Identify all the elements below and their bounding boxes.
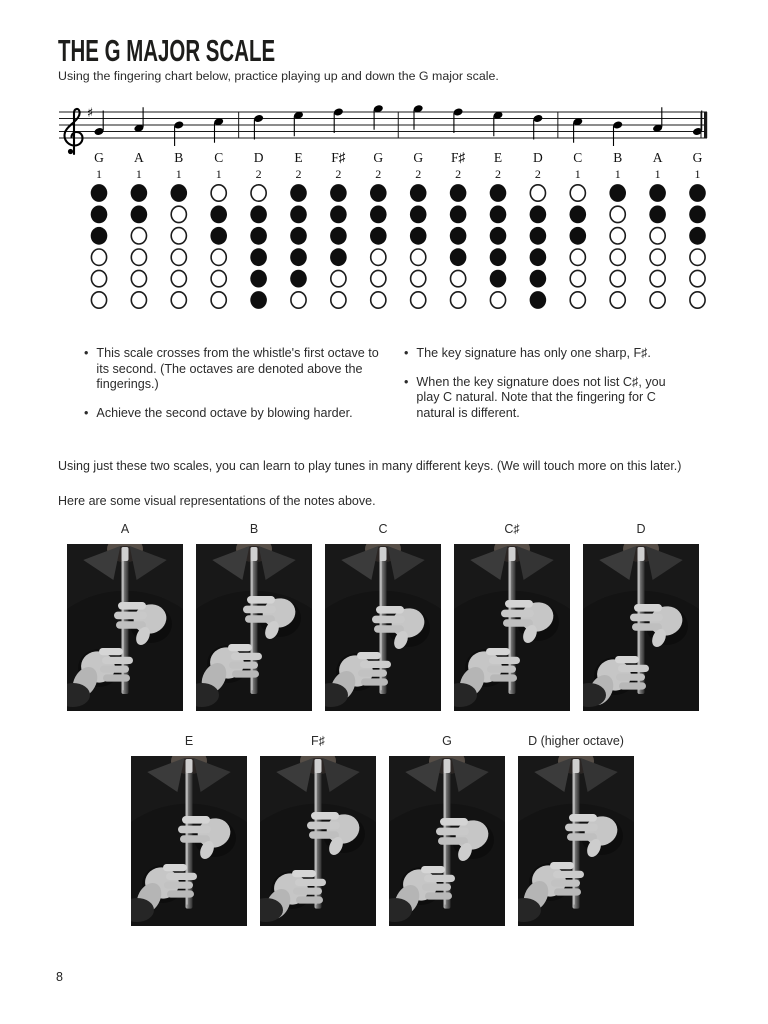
hole-open xyxy=(371,292,386,308)
fingering-column xyxy=(330,184,347,308)
hole-open xyxy=(490,292,505,308)
whistle-mouthpiece xyxy=(186,759,193,773)
hole-filled xyxy=(530,291,547,309)
hole-open xyxy=(650,292,665,308)
note-name-label: G xyxy=(94,150,104,165)
hole-filled xyxy=(530,206,547,224)
hole-open xyxy=(91,249,106,265)
octave-number: 2 xyxy=(375,167,382,181)
hole-filled xyxy=(530,270,547,288)
hole-open xyxy=(251,185,266,201)
octave-number: 1 xyxy=(96,167,102,181)
octave-number: 1 xyxy=(215,167,222,181)
octave-number: 2 xyxy=(534,167,541,181)
hand-position-photo xyxy=(583,544,699,711)
staff-and-fingering-chart xyxy=(54,104,714,316)
hole-open xyxy=(570,292,585,308)
hole-open xyxy=(211,292,226,308)
octave-number: 2 xyxy=(335,167,342,181)
whistle-mouthpiece xyxy=(122,547,129,561)
whistle-mouthpiece xyxy=(315,759,322,773)
note-name-label: D xyxy=(253,150,264,165)
note-name-label: G xyxy=(692,150,703,165)
hole-filled xyxy=(689,184,706,202)
hand-position-photo xyxy=(325,544,441,711)
hole-filled xyxy=(530,248,547,266)
page-number: 8 xyxy=(56,970,63,984)
hole-open xyxy=(610,270,625,286)
note-name-label: C xyxy=(573,150,583,165)
hole-open xyxy=(331,292,346,308)
hole-open xyxy=(411,249,426,265)
hole-filled xyxy=(490,227,507,245)
photo-cell xyxy=(389,733,505,926)
note-name-label: A xyxy=(134,150,144,165)
hole-open xyxy=(131,270,146,286)
hand-position-photo xyxy=(67,544,183,711)
octave-number: 2 xyxy=(295,167,302,181)
hole-filled xyxy=(450,248,467,266)
whistle-mouthpiece xyxy=(444,759,451,773)
hole-open xyxy=(171,270,186,286)
fingering-column xyxy=(131,184,148,308)
hole-open xyxy=(131,249,146,265)
bullet-glyph: • xyxy=(84,346,89,360)
octave-number: 1 xyxy=(654,167,661,181)
hole-filled xyxy=(290,206,307,224)
hand-position-photo xyxy=(454,544,570,711)
hole-filled xyxy=(370,227,387,245)
photo-note-label: F♯ xyxy=(311,734,325,748)
bullet-item xyxy=(84,346,382,393)
hole-filled xyxy=(410,184,427,202)
hole-filled xyxy=(290,270,307,288)
hole-filled xyxy=(250,270,267,288)
fingering-column xyxy=(570,185,587,308)
photo-note-label: B xyxy=(249,522,259,536)
hole-open xyxy=(171,228,186,244)
hole-filled xyxy=(91,227,108,245)
octave-number: 1 xyxy=(574,167,581,181)
note-name-label: F♯ xyxy=(331,150,346,165)
hole-open xyxy=(131,228,146,244)
note xyxy=(572,117,583,143)
hole-open xyxy=(570,185,585,201)
hole-open xyxy=(411,270,426,286)
fingering-column xyxy=(689,184,706,308)
fingering-column xyxy=(290,184,307,308)
hand-position-photo xyxy=(389,756,505,926)
hole-filled xyxy=(649,206,666,224)
note-name-label: G xyxy=(413,150,424,165)
hole-filled xyxy=(370,184,387,202)
hole-open xyxy=(610,249,625,265)
hole-filled xyxy=(410,206,427,224)
note-name-label: B xyxy=(174,150,184,165)
hole-open xyxy=(690,292,705,308)
hole-filled xyxy=(330,248,347,266)
fingering-column xyxy=(450,184,467,308)
hole-filled xyxy=(570,206,587,224)
note xyxy=(533,114,544,140)
key-signature-sharp: ♯ xyxy=(86,106,94,121)
note-name-label: A xyxy=(652,150,663,165)
hole-filled xyxy=(91,184,108,202)
hole-filled xyxy=(370,206,387,224)
photo-row-1 xyxy=(67,521,699,711)
hole-filled xyxy=(250,248,267,266)
fingering-column xyxy=(649,184,666,308)
note xyxy=(173,120,184,146)
fingering-column xyxy=(490,184,507,308)
whistle-mouthpiece xyxy=(638,547,645,561)
bullet-item xyxy=(404,346,676,362)
photo-cell xyxy=(196,521,312,711)
fingering-column xyxy=(91,184,108,308)
bullet-text: Achieve the second octave by blowing harder. xyxy=(96,405,353,420)
octave-number: 1 xyxy=(694,167,701,181)
photo-cell xyxy=(131,733,247,926)
whistle-mouthpiece xyxy=(509,547,516,561)
bullet-list-right xyxy=(404,346,676,434)
hole-open xyxy=(690,270,705,286)
photo-cell xyxy=(583,521,699,711)
page-title: THE G MAJOR SCALE xyxy=(58,33,276,68)
photo-note-label: A xyxy=(120,522,130,536)
hand-position-photo xyxy=(131,756,247,926)
final-barline-thick xyxy=(704,112,707,138)
intro-text: Using the fingering chart below, practice playing up and down the G major scale. xyxy=(58,69,499,83)
octave-number: 2 xyxy=(415,167,422,181)
photo-cell xyxy=(325,521,441,711)
note xyxy=(612,120,623,146)
hole-open xyxy=(610,292,625,308)
hole-open xyxy=(650,249,665,265)
hand-position-photo xyxy=(260,756,376,926)
photo-note-label: C xyxy=(378,522,388,536)
hole-filled xyxy=(689,206,706,224)
octave-number: 2 xyxy=(255,167,262,181)
note xyxy=(213,117,224,143)
hole-open xyxy=(331,270,346,286)
bullet-glyph: • xyxy=(404,374,409,389)
paragraph-two-scales: Using just these two scales, you can learn to play tunes in many different keys. (We will touch more on this later.) xyxy=(58,459,682,473)
hole-filled xyxy=(410,227,427,245)
photo-cell xyxy=(518,733,634,926)
hole-open xyxy=(211,270,226,286)
octave-number: 2 xyxy=(455,167,462,181)
note xyxy=(293,111,304,137)
note-name-label: E xyxy=(294,150,303,165)
note-name-label: B xyxy=(613,150,623,165)
hole-filled xyxy=(490,270,507,288)
bullet-glyph: • xyxy=(404,346,409,360)
hole-filled xyxy=(290,184,307,202)
hole-open xyxy=(411,292,426,308)
fingering-column xyxy=(609,184,626,308)
hole-filled xyxy=(609,184,626,202)
hole-filled xyxy=(250,227,267,245)
hole-filled xyxy=(649,184,666,202)
hole-filled xyxy=(91,206,108,224)
hole-filled xyxy=(250,291,267,309)
fingering-column xyxy=(250,185,267,309)
hole-filled xyxy=(290,227,307,245)
hole-filled xyxy=(210,227,227,245)
hole-open xyxy=(451,292,466,308)
whistle-mouthpiece xyxy=(251,547,258,561)
fingering-column xyxy=(410,184,427,308)
hole-open xyxy=(131,292,146,308)
note xyxy=(333,107,344,133)
hole-open xyxy=(570,270,585,286)
hole-filled xyxy=(250,206,267,224)
whistle-mouthpiece xyxy=(380,547,387,561)
hole-filled xyxy=(171,184,188,202)
hole-open xyxy=(171,292,186,308)
hole-open xyxy=(690,249,705,265)
note xyxy=(94,111,105,137)
hole-open xyxy=(650,228,665,244)
bullet-list-left xyxy=(84,346,382,434)
bullet-item xyxy=(404,375,676,422)
hole-filled xyxy=(570,227,587,245)
note-name-label: E xyxy=(493,150,503,165)
photo-note-label: C♯ xyxy=(504,522,520,536)
staff-lines xyxy=(59,112,707,138)
whistle-mouthpiece xyxy=(573,759,580,773)
hole-open xyxy=(171,249,186,265)
fingering-column xyxy=(171,184,188,308)
hole-open xyxy=(451,270,466,286)
hole-filled xyxy=(689,227,706,245)
bullet-text: The key signature has only one sharp, F♯. xyxy=(416,346,651,360)
hole-filled xyxy=(131,184,148,202)
hole-open xyxy=(91,292,106,308)
hole-open xyxy=(570,249,585,265)
bullet-item xyxy=(84,406,382,422)
hole-open xyxy=(610,228,625,244)
hole-filled xyxy=(131,206,148,224)
bullet-text: When the key signature does not list C♯, you play C natural. Note that the fingering for C natural is different. xyxy=(416,374,666,420)
hole-open xyxy=(650,270,665,286)
hole-filled xyxy=(490,248,507,266)
note xyxy=(253,114,264,140)
octave-number: 2 xyxy=(495,167,501,181)
hole-filled xyxy=(330,206,347,224)
music-notation-svg xyxy=(54,104,714,316)
note-name-label: D xyxy=(533,150,543,165)
note xyxy=(134,107,145,133)
note xyxy=(493,111,504,137)
hole-filled xyxy=(490,184,507,202)
octave-number: 1 xyxy=(175,167,182,181)
note-name-label: C xyxy=(214,150,224,165)
fingering-column xyxy=(530,185,547,309)
note xyxy=(652,107,663,133)
photo-cell xyxy=(260,733,376,926)
note-name-label: F♯ xyxy=(450,150,466,165)
hand-position-photo xyxy=(196,544,312,711)
photo-note-label: D (higher octave) xyxy=(528,734,624,748)
note xyxy=(373,104,384,130)
hole-filled xyxy=(530,227,547,245)
fingering-column xyxy=(370,184,387,308)
hole-open xyxy=(610,206,625,222)
photo-note-label: D xyxy=(636,522,646,536)
photo-row-2 xyxy=(131,733,634,926)
hole-filled xyxy=(450,206,467,224)
hole-open xyxy=(530,185,545,201)
hole-open xyxy=(371,249,386,265)
note xyxy=(413,104,424,130)
hole-filled xyxy=(330,184,347,202)
note xyxy=(453,107,464,133)
photo-cell xyxy=(67,521,183,711)
hole-open xyxy=(91,270,106,286)
hole-filled xyxy=(290,248,307,266)
bullet-text: This scale crosses from the whistle's first octave to its second. (The octaves are denoted above the fingerings.) xyxy=(96,346,379,391)
bullet-glyph: • xyxy=(84,405,89,420)
hand-position-photo xyxy=(518,756,634,926)
hole-filled xyxy=(450,227,467,245)
photo-cell xyxy=(454,521,570,711)
hole-open xyxy=(211,249,226,265)
fingering-column xyxy=(210,185,227,308)
octave-number: 1 xyxy=(135,167,142,181)
octave-number: 1 xyxy=(614,167,621,181)
hole-filled xyxy=(450,184,467,202)
note-name-label: G xyxy=(373,150,384,165)
hole-filled xyxy=(330,227,347,245)
hole-open xyxy=(211,185,226,201)
photo-note-label: E xyxy=(184,734,194,748)
photo-note-label: G xyxy=(442,734,452,748)
hole-open xyxy=(171,206,186,222)
hole-open xyxy=(371,270,386,286)
hole-open xyxy=(291,292,306,308)
hole-filled xyxy=(210,206,227,224)
hole-filled xyxy=(490,206,507,224)
paragraph-visual-representations: Here are some visual representations of the notes above. xyxy=(58,494,376,508)
